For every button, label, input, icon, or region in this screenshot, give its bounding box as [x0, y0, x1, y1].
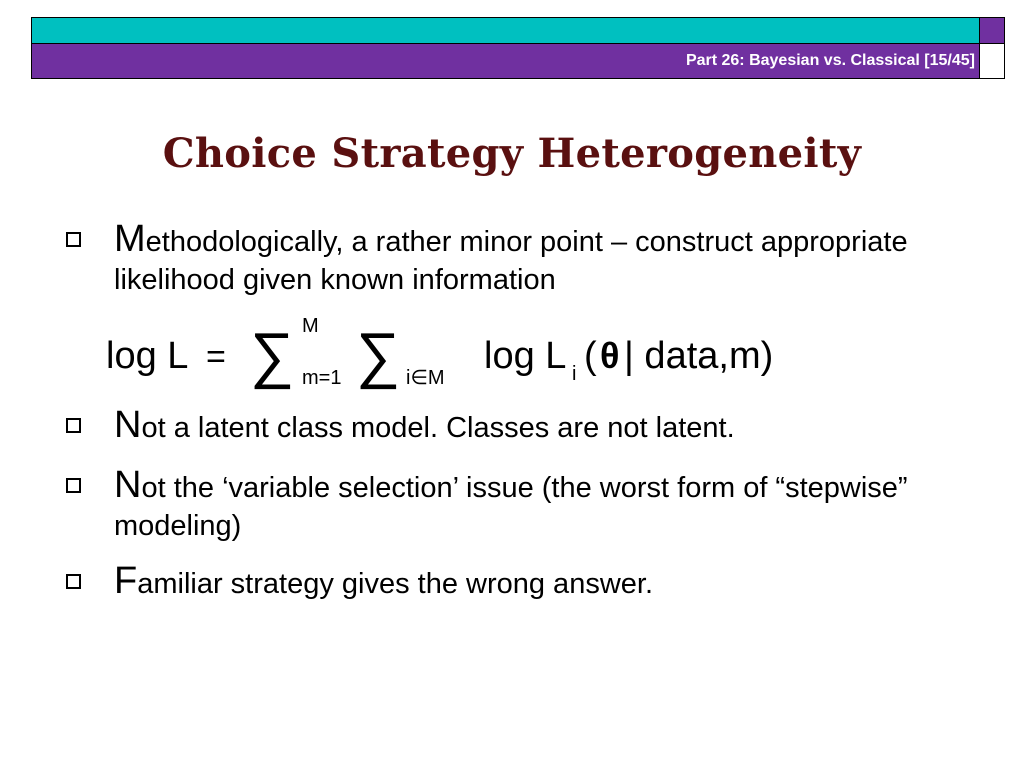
- slide-number-label: Part 26: Bayesian vs. Classical [15/45]: [685, 52, 975, 69]
- equation-rhs-log: log L: [484, 335, 567, 377]
- bullet-item: [66, 220, 946, 299]
- bullet-text: Methodologically, a rather minor point – construct appropriate likelihood given known information: [114, 218, 908, 296]
- sum1-upper: M: [302, 318, 319, 337]
- square-bullet-icon: [66, 478, 81, 493]
- sum2-lower: i∈M: [406, 367, 445, 389]
- equation-rhs-subscript: i: [572, 363, 577, 385]
- header-corner-box-top: [979, 17, 1005, 44]
- square-bullet-icon: [66, 418, 81, 433]
- bullet-text: Familiar strategy gives the wrong answer.: [114, 560, 654, 602]
- sum1-lower: m=1: [302, 367, 342, 389]
- equation-theta: θ: [600, 335, 620, 376]
- equation-lhs: log L: [106, 335, 189, 377]
- bullet-item: [66, 562, 946, 603]
- bullet-text: Not the ‘variable selection’ issue (the worst form of “stepwise” modeling): [114, 464, 908, 542]
- sum-icon: ∑: [250, 321, 295, 390]
- header-top-strip: [31, 17, 980, 44]
- square-bullet-icon: [66, 232, 81, 247]
- equation-rhs-args: | data,m): [624, 335, 774, 377]
- bullet-text: Not a latent class model. Classes are not latent.: [114, 404, 735, 446]
- header-bar: [31, 43, 980, 79]
- bullet-item: [66, 406, 946, 447]
- slide-title: Choice Strategy Heterogeneity: [162, 130, 862, 177]
- log-likelihood-equation: [106, 318, 866, 398]
- header-corner-box-bottom: [979, 43, 1005, 79]
- square-bullet-icon: [66, 574, 81, 589]
- equation-rhs-open: (: [584, 335, 597, 377]
- bullet-item: [66, 466, 946, 545]
- equation-equals: =: [206, 338, 226, 376]
- sum-icon: ∑: [356, 321, 401, 390]
